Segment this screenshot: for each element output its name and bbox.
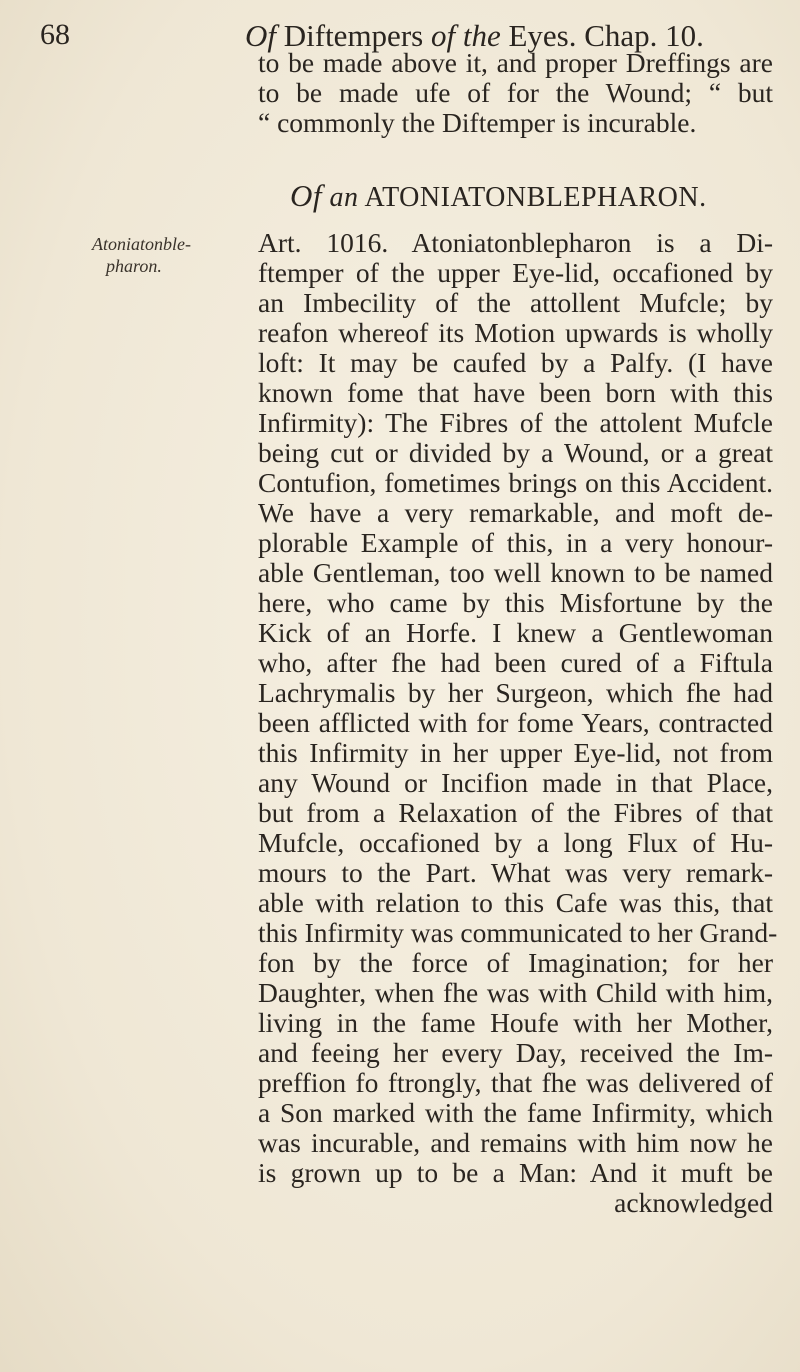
- running-title-prefix: Of: [245, 18, 284, 53]
- text-line: this Infirmity was communicated to her Grand-: [258, 917, 778, 948]
- text-line: Infirmity): The Fibres of the attolent Mufcle: [258, 407, 773, 438]
- text-line: known fome that have been born with this: [258, 377, 773, 408]
- text-line: Contufion, fometimes brings on this Accident.: [258, 467, 773, 498]
- margin-note-line: pharon.: [106, 256, 162, 276]
- text-line: fon by the force of Imagination; for her: [258, 947, 773, 978]
- text-line: being cut or divided by a Wound, or a great: [258, 437, 773, 468]
- text-line: here, who came by this Misfortune by the: [258, 587, 773, 618]
- running-title-end: Eyes. Chap. 10.: [500, 18, 704, 53]
- text-line: Art. 1016. Atoniatonblepharon is a Di-: [258, 227, 773, 258]
- text-line: Lachrymalis by her Surgeon, which fhe had: [258, 677, 773, 708]
- text-line: ftemper of the upper Eye-lid, occafioned by: [258, 257, 773, 288]
- text-line: Daughter, when fhe was with Child with him,: [258, 977, 773, 1008]
- text-line: any Wound or Incifion made in that Place,: [258, 767, 773, 798]
- text-line: reafon whereof its Motion upwards is wholly: [258, 317, 773, 348]
- text-line: plorable Example of this, in a very honour-: [258, 527, 773, 558]
- text-line: We have a very remarkable, and moft de-: [258, 497, 773, 528]
- text-line: a Son marked with the fame Infirmity, which: [258, 1097, 773, 1128]
- text-line: acknowledged: [614, 1187, 773, 1218]
- text-line: but from a Relaxation of the Fibres of that: [258, 797, 773, 828]
- text-line: Kick of an Horfe. I knew a Gentlewoman: [258, 617, 773, 648]
- running-title-eyes: the: [462, 18, 501, 53]
- text-line: this Infirmity in her upper Eye-lid, not from: [258, 737, 773, 768]
- heading-an: an: [329, 182, 359, 213]
- margin-note-line: Atoniatonble-: [92, 234, 191, 254]
- running-title-mid: of: [423, 18, 463, 53]
- text-line: an Imbecility of the attollent Mufcle; by: [258, 287, 773, 318]
- text-line: preffion fo ftrongly, that fhe was delivered of: [258, 1067, 773, 1098]
- intro-paragraph: [258, 48, 773, 138]
- heading-title: ATONIATONBLEPHARON.: [364, 182, 707, 213]
- text-line: to be made above it, and proper Dreffings are: [258, 47, 773, 78]
- heading-of: Of: [290, 178, 322, 213]
- page-number: 68: [40, 18, 70, 51]
- text-line: mours to the Part. What was very remark-: [258, 857, 773, 888]
- text-line: able with relation to this Cafe was this, that: [258, 887, 773, 918]
- text-line: was incurable, and remains with him now he: [258, 1127, 773, 1158]
- article-paragraph: [258, 227, 778, 1218]
- section-heading: [290, 178, 707, 214]
- margin-note: [92, 233, 242, 277]
- text-line: to be made ufe of for the Wound; “ but: [258, 77, 773, 108]
- text-line: able Gentleman, too well known to be named: [258, 557, 773, 588]
- text-line: living in the fame Houfe with her Mother,: [258, 1007, 773, 1038]
- text-line: “ commonly the Diftemper is incurable.: [258, 107, 697, 138]
- text-line: and feeing her every Day, received the Im-: [258, 1037, 773, 1068]
- text-line: is grown up to be a Man: And it muft be: [258, 1157, 773, 1188]
- text-line: been afflicted with for fome Years, contracted: [258, 707, 773, 738]
- text-line: Mufcle, occafioned by a long Flux of Hu-: [258, 827, 773, 858]
- text-line: loft: It may be caufed by a Palfy. (I have: [258, 347, 773, 378]
- running-title-main: Diftempers: [283, 18, 424, 53]
- text-line: who, after fhe had been cured of a Fiftula: [258, 647, 773, 678]
